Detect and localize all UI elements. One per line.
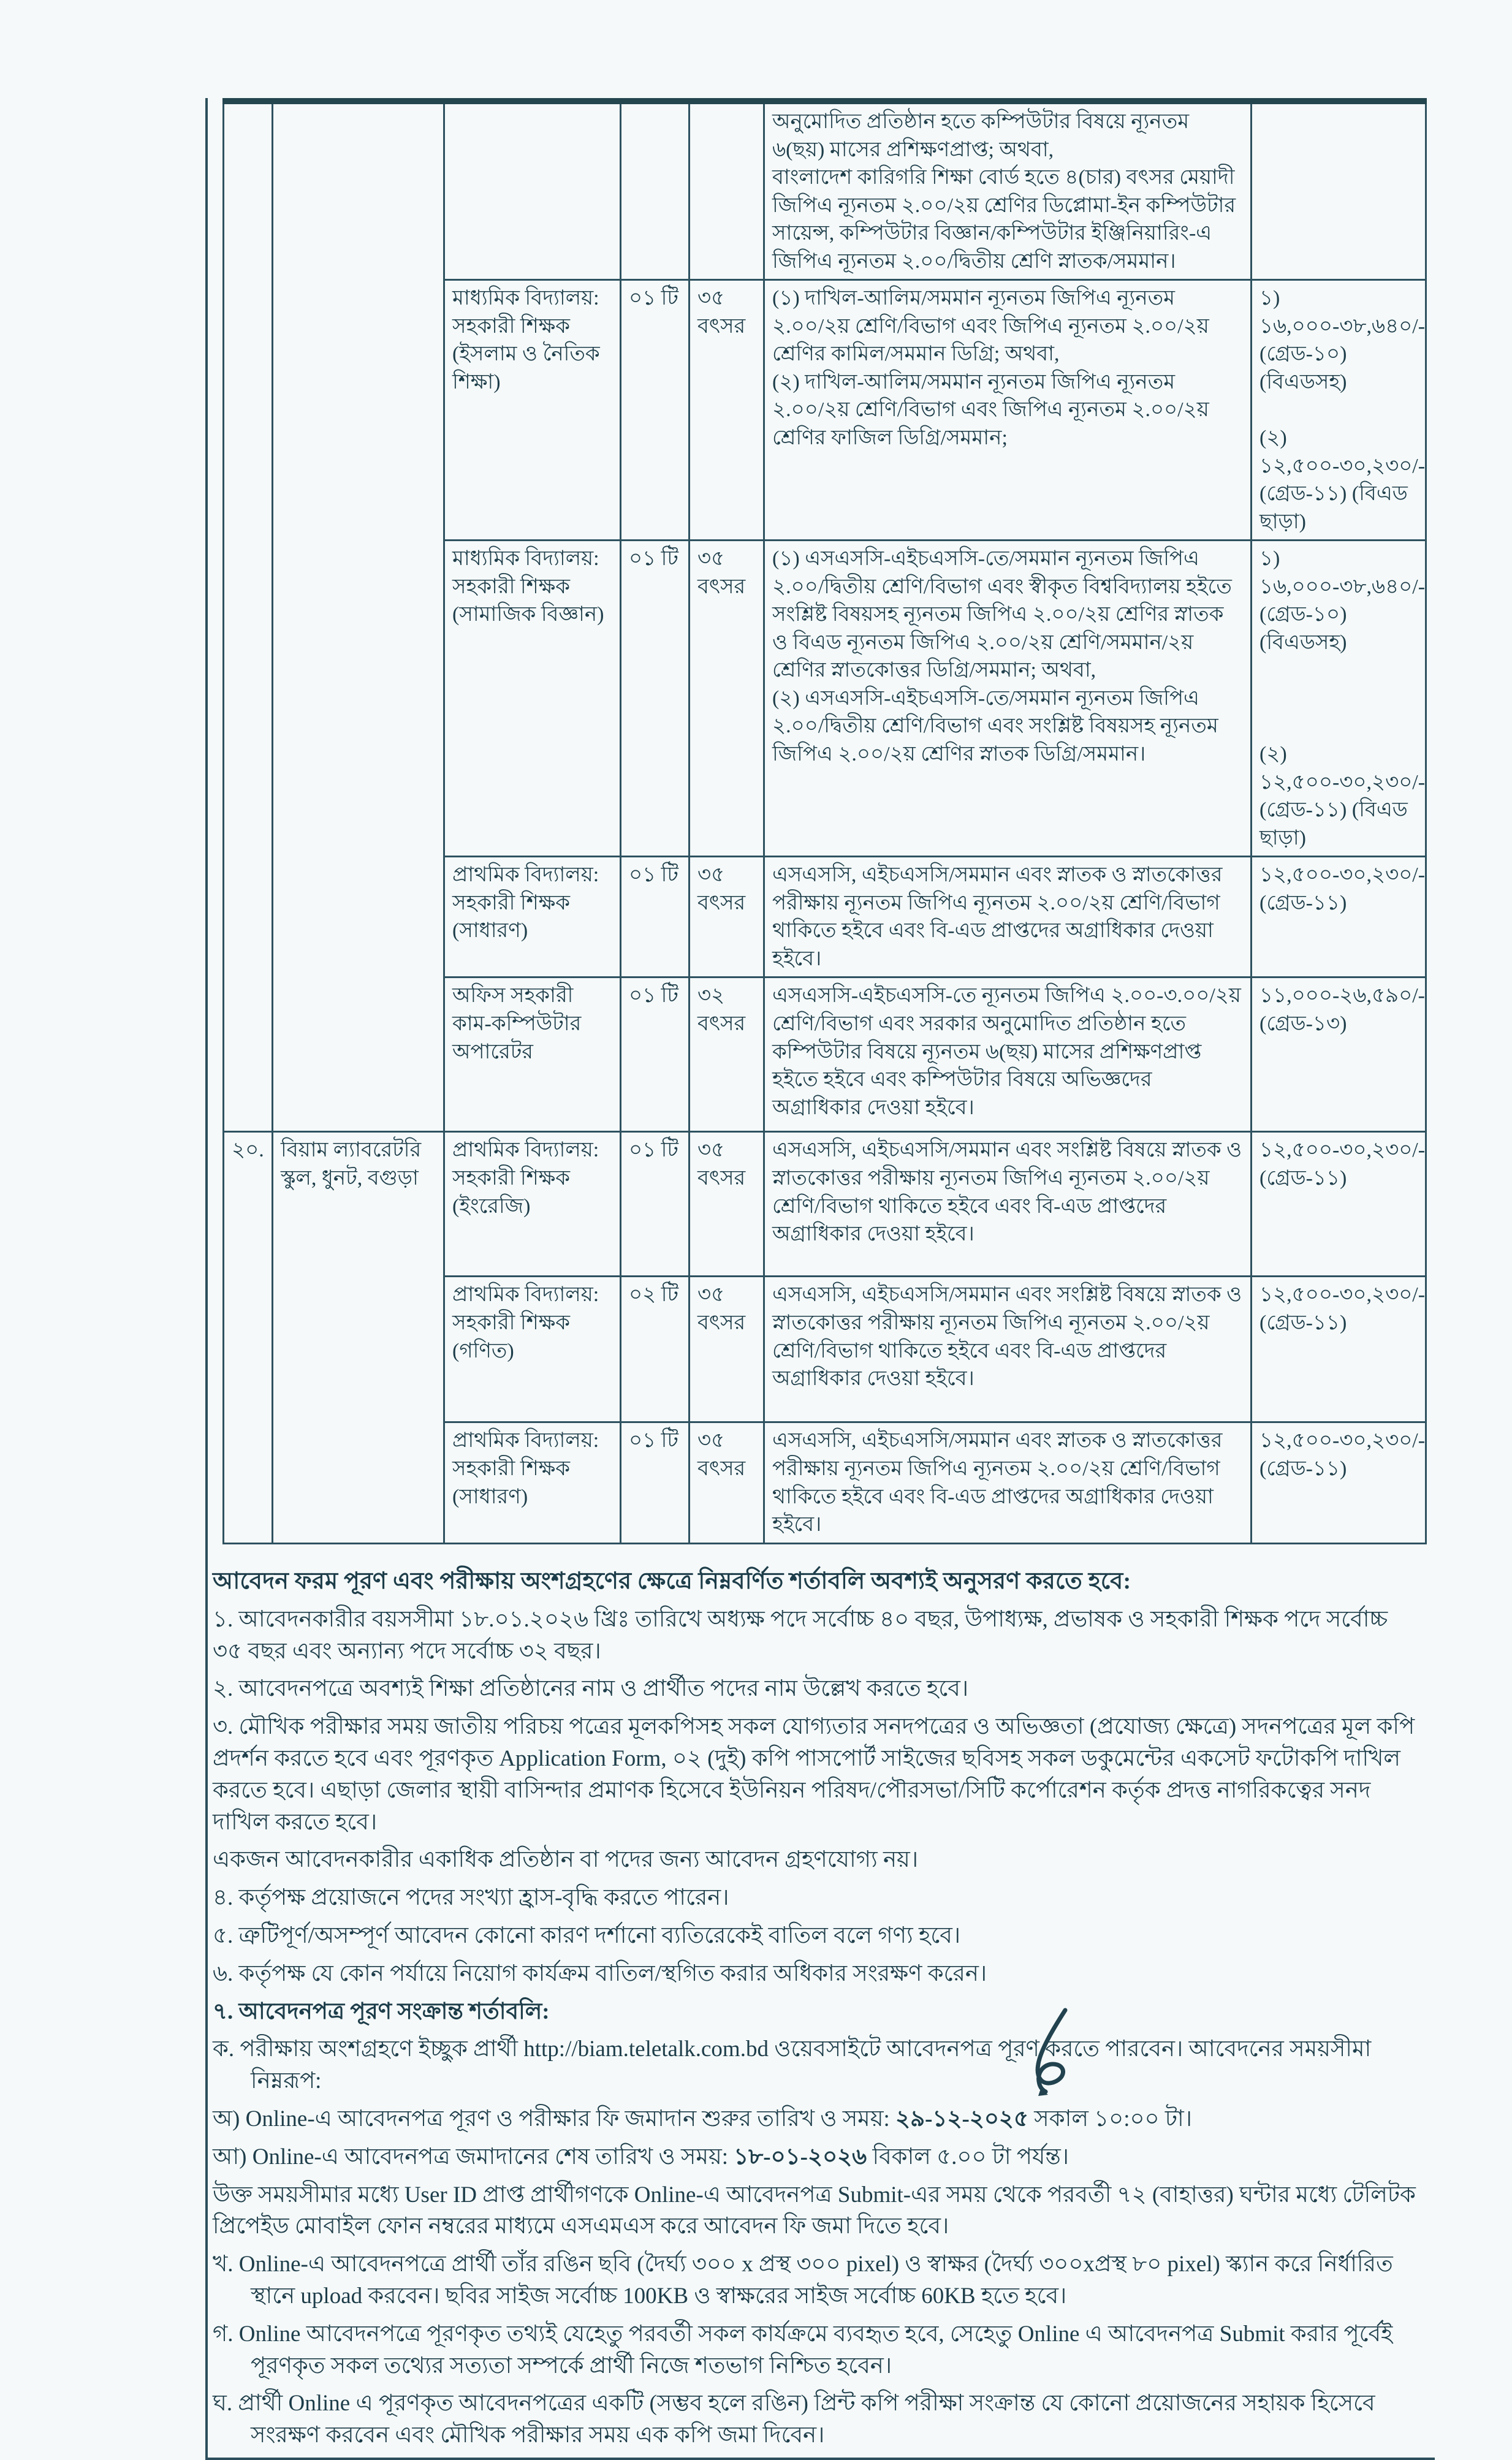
- application-end-date: ১৮-০১-২০২৬: [734, 2144, 867, 2170]
- table-row: [224, 101, 1426, 280]
- institution-cell: [273, 101, 444, 1132]
- position-cell: প্রাথমিক বিদ্যালয়: সহকারী শিক্ষক (গণিত): [444, 1277, 621, 1422]
- condition-item-3-note: একজন আবেদনকারীর একাধিক প্রতিষ্ঠান বা পদের জন্য আবেদন গ্রহণযোগ্য নয়।: [213, 1847, 919, 1873]
- salary-cell: ১২,৫০০-৩০,২৩০/- (গ্রেড-১১): [1252, 1132, 1426, 1277]
- condition-sub-gha: ঘ. প্রার্থী Online এ পূরণকৃত আবেদনপত্রের একটি (সম্ভব হলে রঙিন) প্রিন্ট কপি পরীক্ষা সংক্রান্ত যে কোনো প্রয়োজনের সহায়ক হিসেবে সংরক্ষণ করবেন এবং মৌখিক পরীক্ষার সময় এক কপি জমা দিবেন।: [213, 2391, 1375, 2448]
- condition-sub-ka: ক. পরীক্ষায় অংশগ্রহণে ইচ্ছুক প্রার্থী http://biam.teletalk.com.bd ওয়েবসাইটে আবেদনপত্র পূরণ করতে পারবেন। আবেদনের সময়সীমা নিম্নরূপ:: [213, 2037, 1372, 2094]
- posts-count-cell: ০১ টি: [621, 978, 690, 1132]
- content-frame: [205, 98, 1435, 2460]
- qualification-cell: অনুমোদিত প্রতিষ্ঠান হতে কম্পিউটার বিষয়ে ন্যূনতম ৬(ছয়) মাসের প্রশিক্ষণপ্রাপ্ত; অথবা, বাংলাদেশ কারিগরি শিক্ষা বোর্ড হতে ৪(চার) বৎসর মেয়াদী জিপিএ ন্যূনতম ২.০০/২য় শ্রেণির ডিপ্লোমা-ইন কম্পিউটার সায়েন্স, কম্পিউটার বিজ্ঞান/কম্পিউটার ইঞ্জিনিয়ারিং-এ জিপিএ ন্যূনতম ২.০০/দ্বিতীয় শ্রেণি স্নাতক/সমমান।: [764, 101, 1252, 280]
- salary-cell: [1252, 101, 1426, 280]
- conditions-section: [213, 1565, 1419, 2451]
- condition-item-2: ২. আবেদনপত্রে অবশ্যই শিক্ষা প্রতিষ্ঠানের নাম ও প্রার্থীত পদের নাম উল্লেখ করতে হবে।: [213, 1676, 969, 1702]
- sub-a-text: অ) Online-এ আবেদনপত্র পূরণ ও পরীক্ষার ফি জমাদান শুরুর তারিখ ও সময়:: [213, 2106, 896, 2132]
- position-cell: মাধ্যমিক বিদ্যালয়: সহকারী শিক্ষক (ইসলাম ও নৈতিক শিক্ষা): [444, 280, 621, 541]
- position-cell: প্রাথমিক বিদ্যালয়: সহকারী শিক্ষক (সাধারণ): [444, 1422, 621, 1543]
- qualification-cell: এসএসসি, এইচএসসি/সমমান এবং সংশ্লিষ্ট বিষয়ে স্নাতক ও স্নাতকোত্তর পরীক্ষায় ন্যূনতম জিপিএ ন্যূনতম ২.০০/২য় শ্রেণি/বিভাগ থাকিতে হইবে এবং বি-এড প্রাপ্তদের অগ্রাধিকার দেওয়া হইবে।: [764, 1277, 1252, 1422]
- position-cell: [444, 101, 621, 280]
- condition-sub-aa: [213, 2141, 1419, 2173]
- qualification-cell: এসএসসি, এইচএসসি/সমমান এবং স্নাতক ও স্নাতকোত্তর পরীক্ষায় ন্যূনতম জিপিএ ন্যূনতম ২.০০/২য় শ্রেণি/বিভাগ থাকিতে হইবে এবং বি-এড প্রাপ্তদের অগ্রাধিকার দেওয়া হইবে।: [764, 857, 1252, 978]
- salary-cell: ১২,৫০০-৩০,২৩০/- (গ্রেড-১১): [1252, 857, 1426, 978]
- condition-sub-kha: খ. Online-এ আবেদনপত্রে প্রার্থী তাঁর রঙিন ছবি (দৈর্ঘ্য ৩০০ x প্রস্থ ৩০০ pixel) ও স্বাক্ষর (দৈর্ঘ্য ৩০০xপ্রস্থ ৮০ pixel) স্ক্যান করে নির্ধারিত স্থানে upload করবেন। ছবির সাইজ সর্বোচ্চ 100KB ও স্বাক্ষরের সাইজ সর্বোচ্চ 60KB হতে হবে।: [213, 2252, 1393, 2309]
- qualification-cell: (১) দাখিল-আলিম/সমমান ন্যূনতম জিপিএ ন্যূনতম ২.০০/২য় শ্রেণি/বিভাগ এবং জিপিএ ন্যূনতম ২.০০/২য় শ্রেণির কামিল/সমমান ডিগ্রি; অথবা, (২) দাখিল-আলিম/সমমান ন্যূনতম জিপিএ ন্যূনতম ২.০০/২য় শ্রেণি/বিভাগ এবং জিপিএ ন্যূনতম ২.০০/২য় শ্রেণির ফাজিল ডিগ্রি/সমমান;: [764, 280, 1252, 541]
- condition-sub-ga: গ. Online আবেদনপত্রে পূরণকৃত তথ্যই যেহেতু পরবর্তী সকল কার্যক্রমে ব্যবহৃত হবে, সেহেতু Online এ আবেদনপত্র Submit করার পূর্বেই পূরণকৃত সকল তথ্যের সত্যতা সম্পর্কে প্রার্থী নিজে শতভাগ নিশ্চিত হবেন।: [213, 2321, 1393, 2378]
- posts-count-cell: ০১ টি: [621, 541, 690, 857]
- position-cell: প্রাথমিক বিদ্যালয়: সহকারী শিক্ষক (ইংরেজি): [444, 1132, 621, 1277]
- age-limit-cell: ৩৫ বৎসর: [690, 1277, 764, 1422]
- condition-item-3: ৩. মৌখিক পরীক্ষার সময় জাতীয় পরিচয় পত্রের মূলকপিসহ সকল যোগ্যতার সনদপত্রের ও অভিজ্ঞতা (প্রযোজ্য ক্ষেত্রে) সদনপত্রের মূল কপি প্রদর্শন করতে হবে এবং পূরণকৃত Application Form, ০২ (দুই) কপি পাসপোর্ট সাইজের ছবিসহ সকল ডকুমেন্টের একসেট ফটোকপি দাখিল করতে হবে। এছাড়া জেলার স্থায়ী বাসিন্দার প্রমাণক হিসেবে ইউনিয়ন পরিষদ/পৌরসভা/সিটি কর্পোরেশন কর্তৃক প্রদত্ত নাগরিকত্বের সনদ দাখিল করতে হবে।: [213, 1714, 1415, 1835]
- condition-item-7-heading: ৭. আবেদনপত্র পূরণ সংক্রান্ত শর্তাবলি:: [213, 1999, 550, 2024]
- condition-item-1: ১. আবেদনকারীর বয়সসীমা ১৮.০১.২০২৬ খ্রিঃ তারিখে অধ্যক্ষ পদে সর্বোচ্চ ৪০ বছর, উপাধ্যক্ষ, প্রভাষক ও সহকারী শিক্ষক পদে সর্বোচ্চ ৩৫ বছর এবং অন্যান্য পদে সর্বোচ্চ ৩২ বছর।: [213, 1606, 1388, 1664]
- conditions-heading: আবেদন ফরম পূরণ এবং পরীক্ষায় অংশগ্রহণের ক্ষেত্রে নিম্নবর্ণিত শর্তাবলি অবশ্যই অনুসরণ করতে হবে:: [213, 1568, 1131, 1594]
- signature-area: [1005, 2004, 1097, 2108]
- sub-aa-text: আ) Online-এ আবেদনপত্র জমাদানের শেষ তারিখ ও সময়:: [213, 2144, 734, 2170]
- condition-sub-fee-note: উক্ত সময়সীমার মধ্যে User ID প্রাপ্ত প্রার্থীগণকে Online-এ আবেদনপত্র Submit-এর সময় থেকে পরবর্তী ৭২ (বাহাত্তর) ঘন্টার মধ্যে টেলিটক প্রিপেইড মোবাইল ফোন নম্বরের মাধ্যমে এসএমএস করে আবেদন ফি জমা দিতে হবে।: [213, 2182, 1416, 2239]
- institution-cell: বিয়াম ল্যাবরেটরি স্কুল, ধুনট, বগুড়া: [273, 1132, 444, 1543]
- serial-cell: [224, 101, 273, 1132]
- handwritten-signature-mark: [1005, 2004, 1097, 2102]
- age-limit-cell: ৩৫ বৎসর: [690, 541, 764, 857]
- age-limit-cell: ৩৫ বৎসর: [690, 280, 764, 541]
- condition-item-4: ৪. কর্তৃপক্ষ প্রয়োজনে পদের সংখ্যা হ্রাস-বৃদ্ধি করতে পারেন।: [213, 1885, 729, 1911]
- posts-count-cell: ০১ টি: [621, 280, 690, 541]
- posts-count-cell: [621, 101, 690, 280]
- qualification-cell: (১) এসএসসি-এইচএসসি-তে/সমমান ন্যূনতম জিপিএ ২.০০/দ্বিতীয় শ্রেণি/বিভাগ এবং স্বীকৃত বিশ্ববিদ্যালয় হইতে সংশ্লিষ্ট বিষয়সহ ন্যূনতম জিপিএ ২.০০/২য় শ্রেণির স্নাতক ও বিএড ন্যূনতম জিপিএ ২.০০/২য় শ্রেণি/সমমান/২য় শ্রেণির স্নাতকোত্তর ডিগ্রি/সমমান; অথবা, (২) এসএসসি-এইচএসসি-তে/সমমান ন্যূনতম জিপিএ ২.০০/দ্বিতীয় শ্রেণি/বিভাগ এবং সংশ্লিষ্ট বিষয়সহ ন্যূনতম জিপিএ ২.০০/২য় শ্রেণির স্নাতক ডিগ্রি/সমমান।: [764, 541, 1252, 857]
- posts-count-cell: ০১ টি: [621, 1422, 690, 1543]
- sub-a-time: সকাল ১০:০০ টা।: [1028, 2106, 1192, 2132]
- qualification-cell: এসএসসি-এইচএসসি-তে ন্যূনতম জিপিএ ২.০০-৩.০০/২য় শ্রেণি/বিভাগ এবং সরকার অনুমোদিত প্রতিষ্ঠান হতে কম্পিউটার বিষয়ে ন্যূনতম ৬(ছয়) মাসের প্রশিক্ষণপ্রাপ্ত হইতে হইবে এবং কম্পিউটার বিষয়ে অভিজ্ঞদের অগ্রাধিকার দেওয়া হইবে।: [764, 978, 1252, 1132]
- age-limit-cell: [690, 101, 764, 280]
- salary-cell: ১) ১৬,০০০-৩৮,৬৪০/- (গ্রেড-১০) (বিএডসহ) (২) ১২,৫০০-৩০,২৩০/- (গ্রেড-১১) (বিএড ছাড়া): [1252, 541, 1426, 857]
- sub-aa-time: বিকাল ৫.০০ টা পর্যন্ত।: [867, 2144, 1069, 2170]
- salary-cell: ১১,০০০-২৬,৫৯০/- (গ্রেড-১৩): [1252, 978, 1426, 1132]
- position-cell: অফিস সহকারী কাম-কম্পিউটার অপারেটর: [444, 978, 621, 1132]
- positions-table: [222, 98, 1427, 1544]
- qualification-cell: এসএসসি, এইচএসসি/সমমান এবং সংশ্লিষ্ট বিষয়ে স্নাতক ও স্নাতকোত্তর পরীক্ষায় ন্যূনতম জিপিএ ন্যূনতম ২.০০/২য় শ্রেণি/বিভাগ থাকিতে হইবে এবং বি-এড প্রাপ্তদের অগ্রাধিকার দেওয়া হইবে।: [764, 1132, 1252, 1277]
- age-limit-cell: ৩৫ বৎসর: [690, 1132, 764, 1277]
- salary-cell: ১২,৫০০-৩০,২৩০/- (গ্রেড-১১): [1252, 1277, 1426, 1422]
- posts-count-cell: ০২ টি: [621, 1277, 690, 1422]
- condition-sub-a: [213, 2103, 1419, 2135]
- application-start-date: ২৯-১২-২০২৫: [895, 2106, 1029, 2132]
- age-limit-cell: ৩২ বৎসর: [690, 978, 764, 1132]
- qualification-cell: এসএসসি, এইচএসসি/সমমান এবং স্নাতক ও স্নাতকোত্তর পরীক্ষায় ন্যূনতম জিপিএ ন্যূনতম ২.০০/২য় শ্রেণি/বিভাগ থাকিতে হইবে এবং বি-এড প্রাপ্তদের অগ্রাধিকার দেওয়া হইবে।: [764, 1422, 1252, 1543]
- age-limit-cell: ৩৫ বৎসর: [690, 857, 764, 978]
- salary-cell: ১) ১৬,০০০-৩৮,৬৪০/- (গ্রেড-১০) (বিএডসহ) (২) ১২,৫০০-৩০,২৩০/- (গ্রেড-১১) (বিএড ছাড়া): [1252, 280, 1426, 541]
- position-cell: মাধ্যমিক বিদ্যালয়: সহকারী শিক্ষক (সামাজিক বিজ্ঞান): [444, 541, 621, 857]
- posts-count-cell: ০১ টি: [621, 1132, 690, 1277]
- age-limit-cell: ৩৫ বৎসর: [690, 1422, 764, 1543]
- condition-item-5: ৫. ত্রুটিপূর্ণ/অসম্পূর্ণ আবেদন কোনো কারণ দর্শানো ব্যতিরেকেই বাতিল বলে গণ্য হবে।: [213, 1923, 961, 1948]
- salary-cell: ১২,৫০০-৩০,২৩০/- (গ্রেড-১১): [1252, 1422, 1426, 1543]
- serial-cell: ২০.: [224, 1132, 273, 1543]
- condition-item-6: ৬. কর্তৃপক্ষ যে কোন পর্যায়ে নিয়োগ কার্যক্রম বাতিল/স্থগিত করার অধিকার সংরক্ষণ করেন।: [213, 1961, 987, 1986]
- posts-count-cell: ০১ টি: [621, 857, 690, 978]
- position-cell: প্রাথমিক বিদ্যালয়: সহকারী শিক্ষক (সাধারণ): [444, 857, 621, 978]
- table-row: [224, 1132, 1426, 1277]
